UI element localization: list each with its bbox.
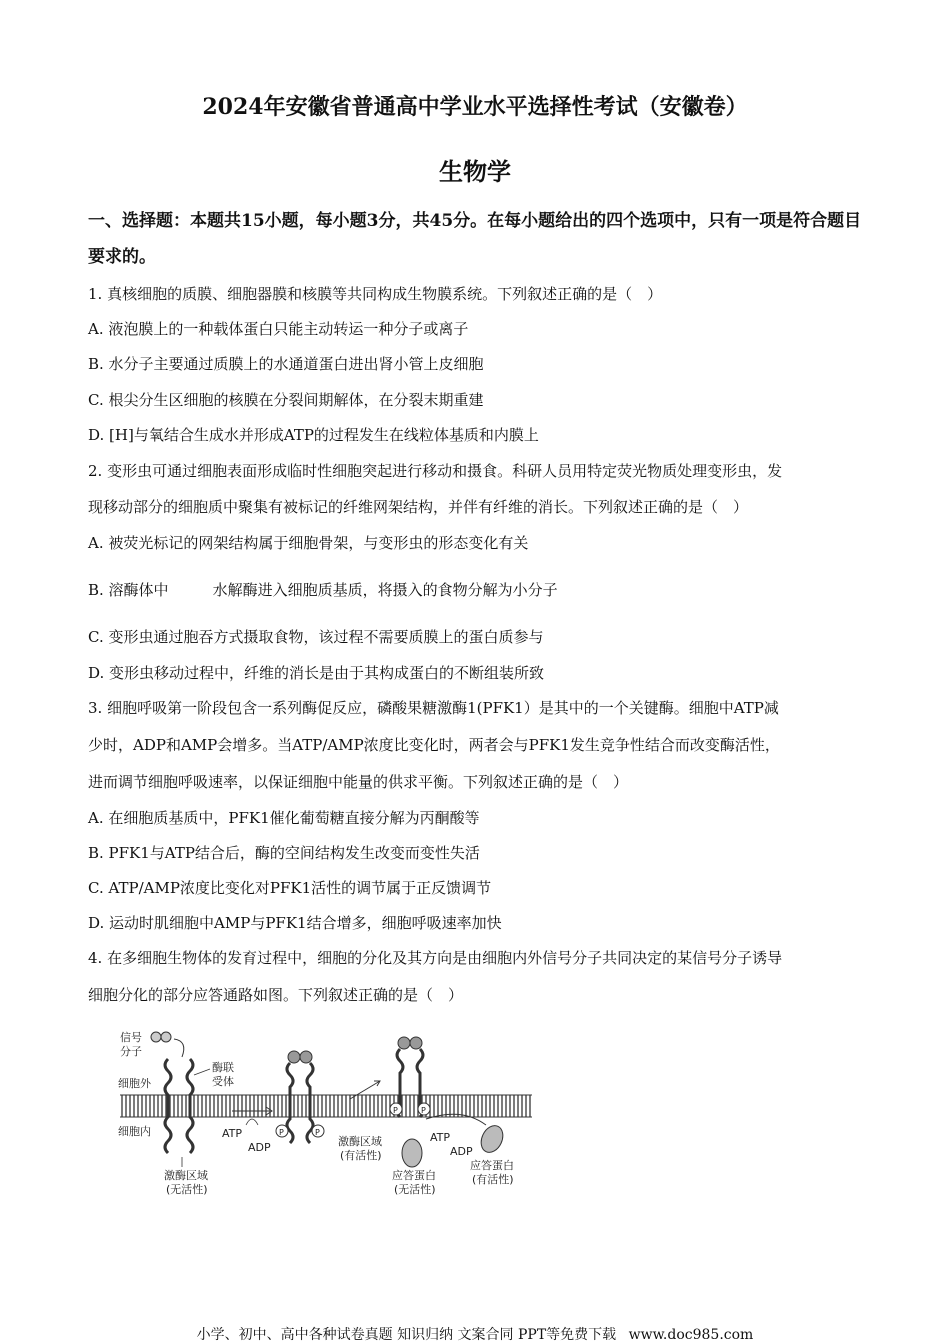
q4-stem-line2: 细胞分化的部分应答通路如图。下列叙述正确的是（ ） xyxy=(88,986,464,1004)
q2-option-a: A. 被荧光标记的网架结构属于细胞骨架，与变形虫的形态变化有关 xyxy=(88,534,529,552)
label-phosphate-1: P xyxy=(279,1128,284,1137)
label-phosphate-4: P xyxy=(421,1106,426,1115)
q2-option-b-part2: 水解酶进入细胞质基质，将摄入的食物分解为小分子 xyxy=(212,581,558,599)
q2-option-b-part1: B. 溶酶体中 xyxy=(88,581,169,599)
label-kinase-inactive-1: 激酶区域 xyxy=(164,1169,208,1182)
signal-molecule-icon xyxy=(151,1032,161,1042)
label-kinase-inactive-2: (无活性) xyxy=(166,1183,208,1196)
label-phosphate-3: P xyxy=(393,1106,398,1115)
label-response-active-1: 应答蛋白 xyxy=(470,1159,514,1172)
q2-stem-line2: 现移动部分的细胞质中聚集有被标记的纤维网架结构，并伴有纤维的消长。下列叙述正确的是（ ） xyxy=(88,498,749,516)
q2-option-b xyxy=(88,580,558,600)
q3-option-a: A. 在细胞质基质中，PFK1催化葡萄糖直接分解为丙酮酸等 xyxy=(88,809,480,827)
label-kinase-active-1: 激酶区域 xyxy=(338,1135,382,1148)
response-protein-active-icon xyxy=(477,1122,507,1156)
q4-stem-line1: 4. 在多细胞生物体的发育过程中，细胞的分化及其方向是由细胞内外信号分子共同决定的某信号分子诱导 xyxy=(88,949,783,967)
signal-pathway-figure xyxy=(112,1027,532,1207)
label-atp-1: ATP xyxy=(222,1127,243,1140)
q3-option-d: D. 运动时肌细胞中AMP与PFK1结合增多，细胞呼吸速率加快 xyxy=(88,914,502,932)
footer-url[interactable]: www.doc985.com xyxy=(628,1327,754,1343)
label-kinase-active-2: (有活性) xyxy=(340,1149,382,1162)
q3-option-b: B. PFK1与ATP结合后，酶的空间结构发生改变而变性失活 xyxy=(88,844,480,862)
label-atp-2: ATP xyxy=(430,1131,451,1144)
label-inside-cell: 细胞内 xyxy=(118,1125,151,1138)
q1-option-b: B. 水分子主要通过质膜上的水通道蛋白进出肾小管上皮细胞 xyxy=(88,355,484,373)
label-signal-molecule-2: 分子 xyxy=(120,1045,142,1058)
response-protein-inactive-icon xyxy=(402,1139,422,1167)
label-response-active-2: (有活性) xyxy=(472,1173,514,1186)
label-response-inactive-1: 应答蛋白 xyxy=(392,1169,436,1182)
q1-option-d: D. [H]与氧结合生成水并形成ATP的过程发生在线粒体基质和内膜上 xyxy=(88,426,539,444)
q3-stem-line3: 进而调节细胞呼吸速率，以保证细胞中能量的供求平衡。下列叙述正确的是（ ） xyxy=(88,773,629,791)
label-enzyme-receptor-2: 受体 xyxy=(212,1075,234,1088)
label-signal-molecule-1: 信号 xyxy=(120,1031,142,1044)
q3-stem-line2: 少时，ADP和AMP会增多。当ATP/AMP浓度比变化时，两者会与PFK1发生竞争性结合而改变酶活性， xyxy=(88,736,780,754)
q3-stem-line1: 3. 细胞呼吸第一阶段包含一系列酶促反应，磷酸果糖激酶1(PFK1）是其中的一个关键酶。细胞中ATP减 xyxy=(88,699,779,717)
q1-option-a: A. 液泡膜上的一种载体蛋白只能主动转运一种分子或离子 xyxy=(88,320,469,338)
cell-membrane xyxy=(120,1095,532,1117)
q3-option-c: C. ATP/AMP浓度比变化对PFK1活性的调节属于正反馈调节 xyxy=(88,879,492,897)
q2-option-c: C. 变形虫通过胞吞方式摄取食物，该过程不需要质膜上的蛋白质参与 xyxy=(88,628,544,646)
label-enzyme-receptor-1: 酶联 xyxy=(212,1061,234,1074)
label-adp-1: ADP xyxy=(248,1141,271,1154)
q1-stem: 1. 真核细胞的质膜、细胞器膜和核膜等共同构成生物膜系统。下列叙述正确的是（ ） xyxy=(88,285,663,303)
exam-title: 2024年安徽省普通高中学业水平选择性考试（安徽卷） xyxy=(202,94,748,120)
q2-option-d: D. 变形虫移动过程中，纤维的消长是由于其构成蛋白的不断组装所致 xyxy=(88,664,545,682)
label-phosphate-2: P xyxy=(315,1128,320,1137)
label-response-inactive-2: (无活性) xyxy=(394,1183,436,1196)
footer-text: 小学、初中、高中各种试卷真题 知识归纳 文案合同 PPT等免费下载 xyxy=(196,1327,617,1343)
label-outside-cell: 细胞外 xyxy=(118,1077,151,1090)
subject-title: 生物学 xyxy=(439,157,511,186)
label-adp-2: ADP xyxy=(450,1145,473,1158)
section-heading: 一、选择题：本题共15小题，每小题3分，共45分。在每小题给出的四个选项中，只有一项是符合题目要求的。 xyxy=(88,211,862,267)
arrow-icon xyxy=(174,1039,184,1057)
q2-stem-line1: 2. 变形虫可通过细胞表面形成临时性细胞突起进行移动和摄食。科研人员用特定荧光物质处理变形虫，发 xyxy=(88,462,783,480)
q1-option-c: C. 根尖分生区细胞的核膜在分裂间期解体，在分裂末期重建 xyxy=(88,391,484,409)
signal-molecule-icon xyxy=(161,1032,171,1042)
page-footer xyxy=(0,1324,950,1344)
